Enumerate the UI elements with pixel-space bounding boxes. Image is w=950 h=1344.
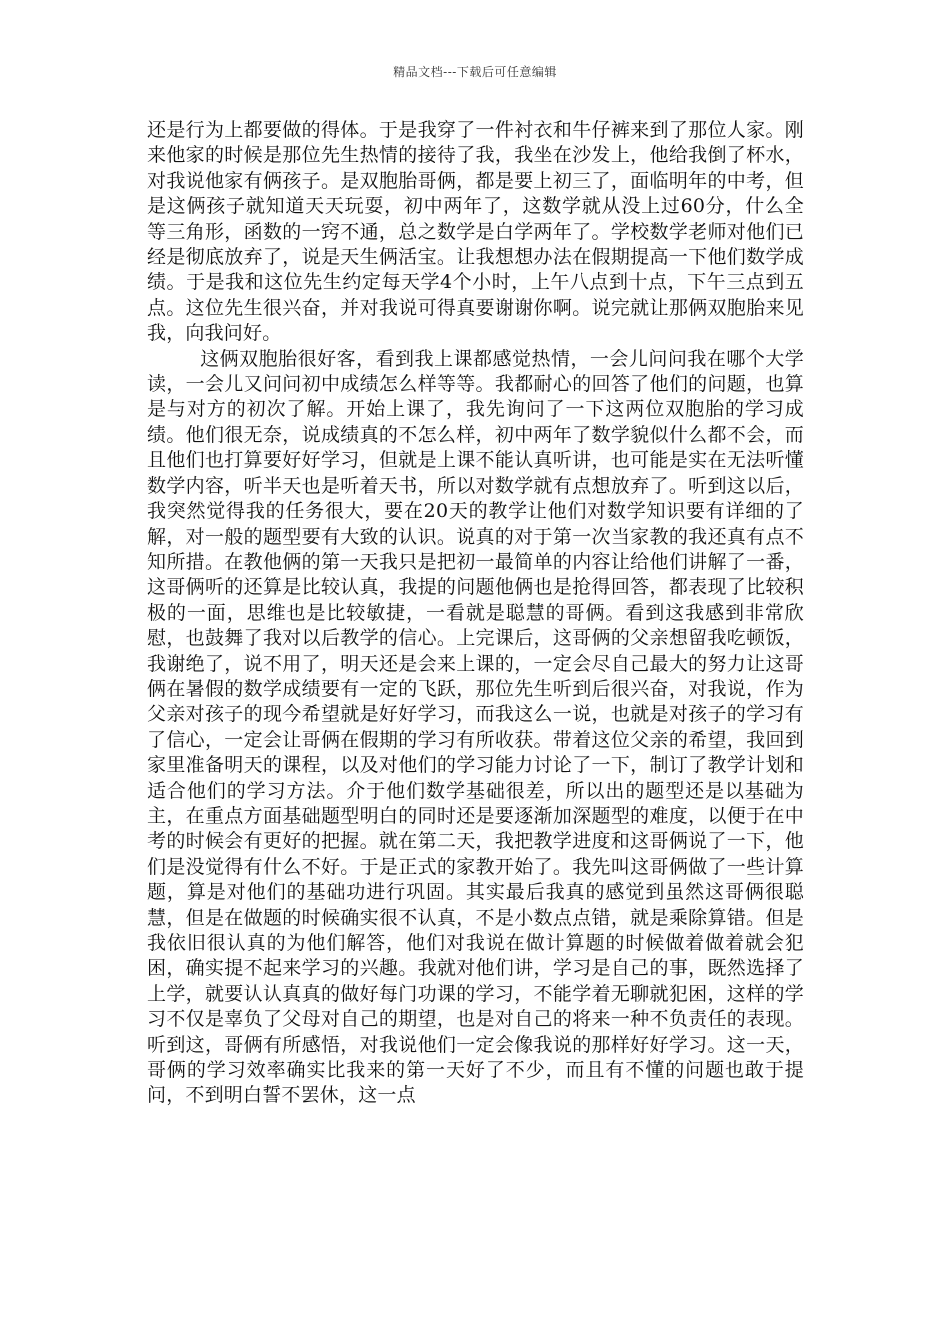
paragraph-1: 还是行为上都要做的得体。于是我穿了一件衬衣和牛仔裤来到了那位人家。刚来他家的时候是那位先生热情的接待了我，我坐在沙发上，他给我倒了杯水，对我说他家有俩孩子。是双胞胎哥俩，都是要上初三了，面临明年的中考，但是这俩孩子就知道天天玩耍，初中两年了，这数学就从没上过60分，什么全等三角形，函数的一窍不通，总之数学是白学两年了。学校数学老师对他们已经是彻底放弃了，说是天生俩活宝。让我想想办法在假期提高一下他们数学成绩。于是我和这位先生约定每天学4个小时，上午八点到十点，下午三点到五点。这位先生很兴奋，并对我说可得真要谢谢你啊。说完就让那俩双胞胎来见我，向我问好。 <box>147 119 804 345</box>
paragraph-2: 这俩双胞胎很好客，看到我上课都感觉热情，一会儿问问我在哪个大学读，一会儿又问问初中成绩怎么样等等。我都耐心的回答了他们的问题，也算是与对方的初次了解。开始上课了，我先询问了一下这两位双胞胎的学习成绩。他们很无奈，说成绩真的不怎么样，初中两年了数学貌似什么都不会，而且他们也打算要好好学习，但就是上课不能认真听讲，也可能是实在无法听懂数学内容，听半天也是听着天书，所以对数学就有点想放弃了。听到这以后，我突然觉得我的任务很大，要在20天的教学让他们对数学知识要有详细的了解，对一般的题型要有大致的认识。说真的对于第一次当家教的我还真有点不知所措。在教他俩的第一天我只是把初一最简单的内容让给他们讲解了一番，这哥俩听的还算是比较认真，我提的问题他俩也是抢得回答，都表现了比较积极的一面，思维也是比较敏捷，一看就是聪慧的哥俩。看到这我感到非常欣慰，也鼓舞了我对以后教学的信心。上完课后，这哥俩的父亲想留我吃顿饭，我谢绝了，说不用了，明天还是会来上课的，一定会尽自己最大的努力让这哥俩在暑假的数学成绩要有一定的飞跃，那位先生听到后很兴奋，对我说，作为父亲对孩子的现今希望就是好好学习，而我这么一说，也就是对孩子的学习有了信心，一定会让哥俩在假期的学习有所收获。带着这位父亲的希望，我回到家里准备明天的课程，以及对他们的学习能力讨论了一下，制订了教学计划和适合他们的学习方法。介于他们数学基础很差，所以出的题型还是以基础为主，在重点方面基础题型明白的同时还是要逐渐加深题型的难度，以便于在中考的时候会有更好的把握。就在第二天，我把教学进度和这哥俩说了一下，他们是没觉得有什么不好。于是正式的家教开始了。我先叫这哥俩做了一些计算题，算是对他们的基础功进行巩固。其实最后我真的感觉到虽然这哥俩很聪慧，但是在做题的时候确实很不认真，不是小数点点错，就是乘除算错。但是我依旧很认真的为他们解答，他们对我说在做计算题的时候做着做着就会犯困，确实提不起来学习的兴趣。我就对他们讲，学习是自己的事，既然选择了上学，就要认认真真的做好每门功课的学习，不能学着无聊就犯困，这样的学习不仅是辜负了父母对自己的期望，也是对自己的将来一种不负责任的表现。听到这，哥俩有所感悟，对我说他们一定会像我说的那样好好学习。这一天，哥俩的学习效率确实比我来的第一天好了不少，而且有不懂的问题也敢于提问，不到明白誓不罢休，这一点 <box>147 347 804 1107</box>
document-body <box>147 118 804 1109</box>
page-header: 精品文档---下载后可任意编辑 <box>393 65 557 79</box>
